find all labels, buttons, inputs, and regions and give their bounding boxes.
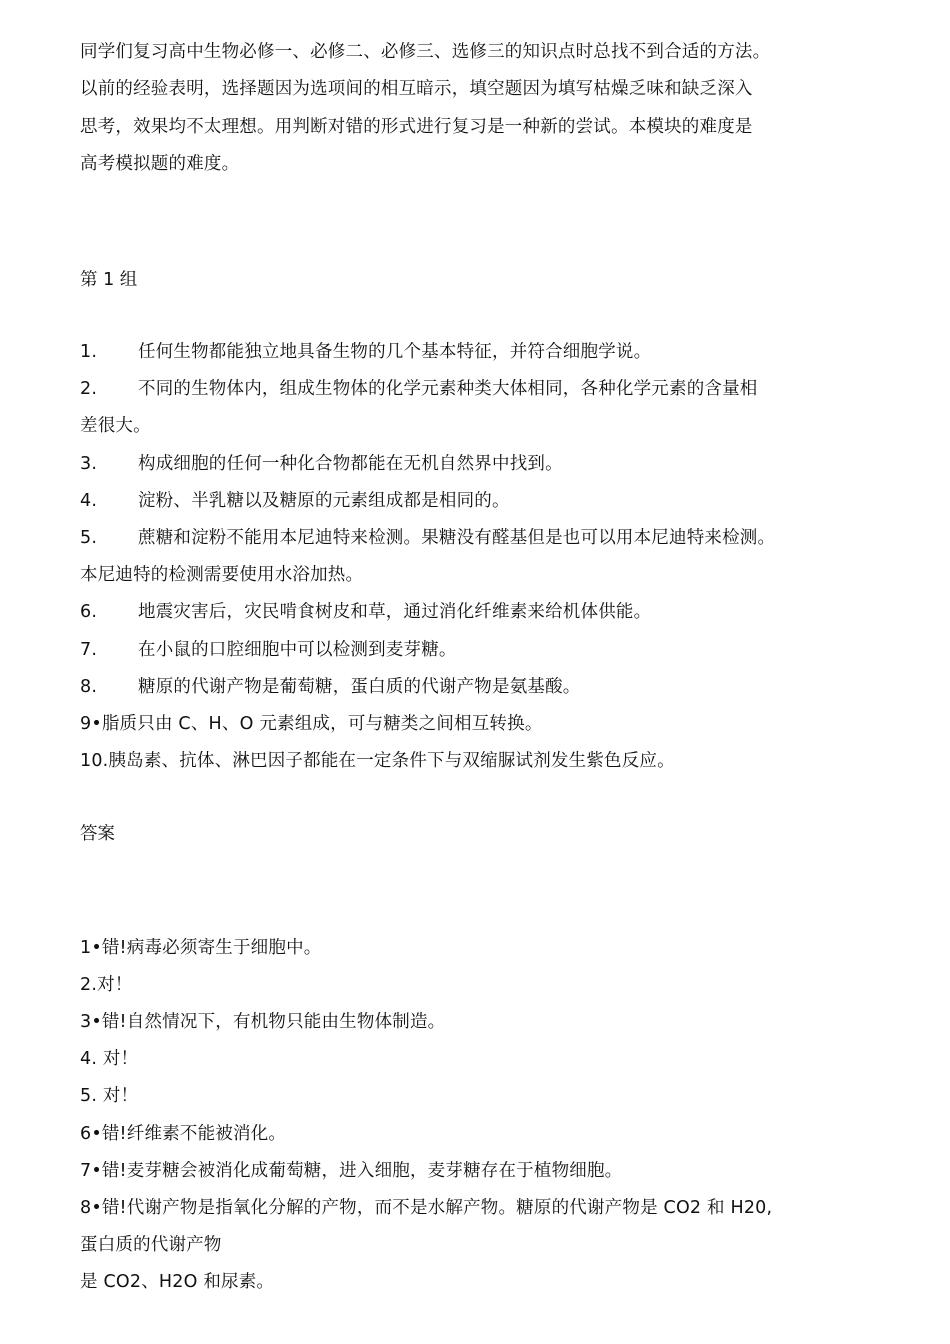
question-5-continuation: 本尼迪特的检测需要使用水浴加热。 — [80, 565, 364, 585]
question-number: 2. — [80, 379, 98, 399]
question-9: 9•脂质只由 C、H、O 元素组成，可与糖类之间相互转换。 — [80, 714, 543, 734]
answer-6: 6•错!纤维素不能被消化。 — [80, 1124, 287, 1144]
question-text: 蔗糖和淀粉不能用本尼迪特来检测。果糖没有醛基但是也可以用本尼迪特来检测。 — [138, 528, 776, 548]
question-8 — [80, 669, 900, 706]
question-3 — [80, 446, 900, 483]
question-10: 10.胰岛素、抗体、淋巴因子都能在一定条件下与双缩脲试剂发生紫色反应。 — [80, 751, 675, 771]
answer-3: 3•错!自然情况下，有机物只能由生物体制造。 — [80, 1012, 446, 1032]
answer-2: 2.对！ — [80, 975, 133, 995]
answer-8-continuation: 蛋白质的代谢产物 — [80, 1235, 222, 1255]
question-number: 4. — [80, 491, 98, 511]
answer-5: 5. 对！ — [80, 1086, 139, 1106]
question-text: 糖原的代谢产物是葡萄糖，蛋白质的代谢产物是氨基酸。 — [138, 677, 581, 697]
intro-line-1: 同学们复习高中生物必修一、必修二、必修三、选修三的知识点时总找不到合适的方法。 — [80, 42, 771, 62]
question-text: 在小鼠的口腔细胞中可以检测到麦芽糖。 — [138, 640, 457, 660]
question-number: 7. — [80, 640, 98, 660]
question-1 — [80, 334, 900, 371]
intro-line-3: 思考，效果均不太理想。用判断对错的形式进行复习是一种新的尝试。本模块的难度是 — [80, 117, 753, 137]
question-number: 6. — [80, 602, 98, 622]
question-number: 1. — [80, 342, 98, 362]
intro-line-2: 以前的经验表明，选择题因为选项间的相互暗示，填空题因为填写枯燥乏味和缺乏深入 — [80, 79, 753, 99]
question-2 — [80, 371, 900, 408]
question-number: 3. — [80, 454, 98, 474]
answer-1: 1•错!病毒必须寄生于细胞中。 — [80, 938, 322, 958]
intro-line-4: 高考模拟题的难度。 — [80, 154, 240, 174]
answer-7: 7•错!麦芽糖会被消化成葡萄糖，进入细胞，麦芽糖存在于植物细胞。 — [80, 1161, 623, 1181]
group-heading: 第 1 组 — [80, 270, 138, 290]
question-text: 构成细胞的任何一种化合物都能在无机自然界中找到。 — [138, 454, 563, 474]
answer-8: 8•错!代谢产物是指氧化分解的产物，而不是水解产物。糖原的代谢产物是 CO2 和 H20, — [80, 1198, 773, 1218]
question-4 — [80, 483, 900, 520]
question-text: 不同的生物体内，组成生物体的化学元素种类大体相同，各种化学元素的含量相 — [138, 379, 758, 399]
question-2-continuation: 差很大。 — [80, 416, 151, 436]
question-number: 8. — [80, 677, 98, 697]
question-text: 地震灾害后，灾民啃食树皮和草，通过消化纤维素来给机体供能。 — [138, 602, 652, 622]
question-text: 淀粉、半乳糖以及糖原的元素组成都是相同的。 — [138, 491, 510, 511]
answer-heading: 答案 — [80, 824, 115, 844]
question-number: 5. — [80, 528, 98, 548]
question-6 — [80, 594, 900, 631]
question-text: 任何生物都能独立地具备生物的几个基本特征，并符合细胞学说。 — [138, 342, 652, 362]
answer-8-continuation-2: 是 CO2、H2O 和尿素。 — [80, 1272, 275, 1292]
question-7 — [80, 632, 900, 669]
question-5 — [80, 520, 900, 557]
answer-4: 4. 对！ — [80, 1049, 139, 1069]
